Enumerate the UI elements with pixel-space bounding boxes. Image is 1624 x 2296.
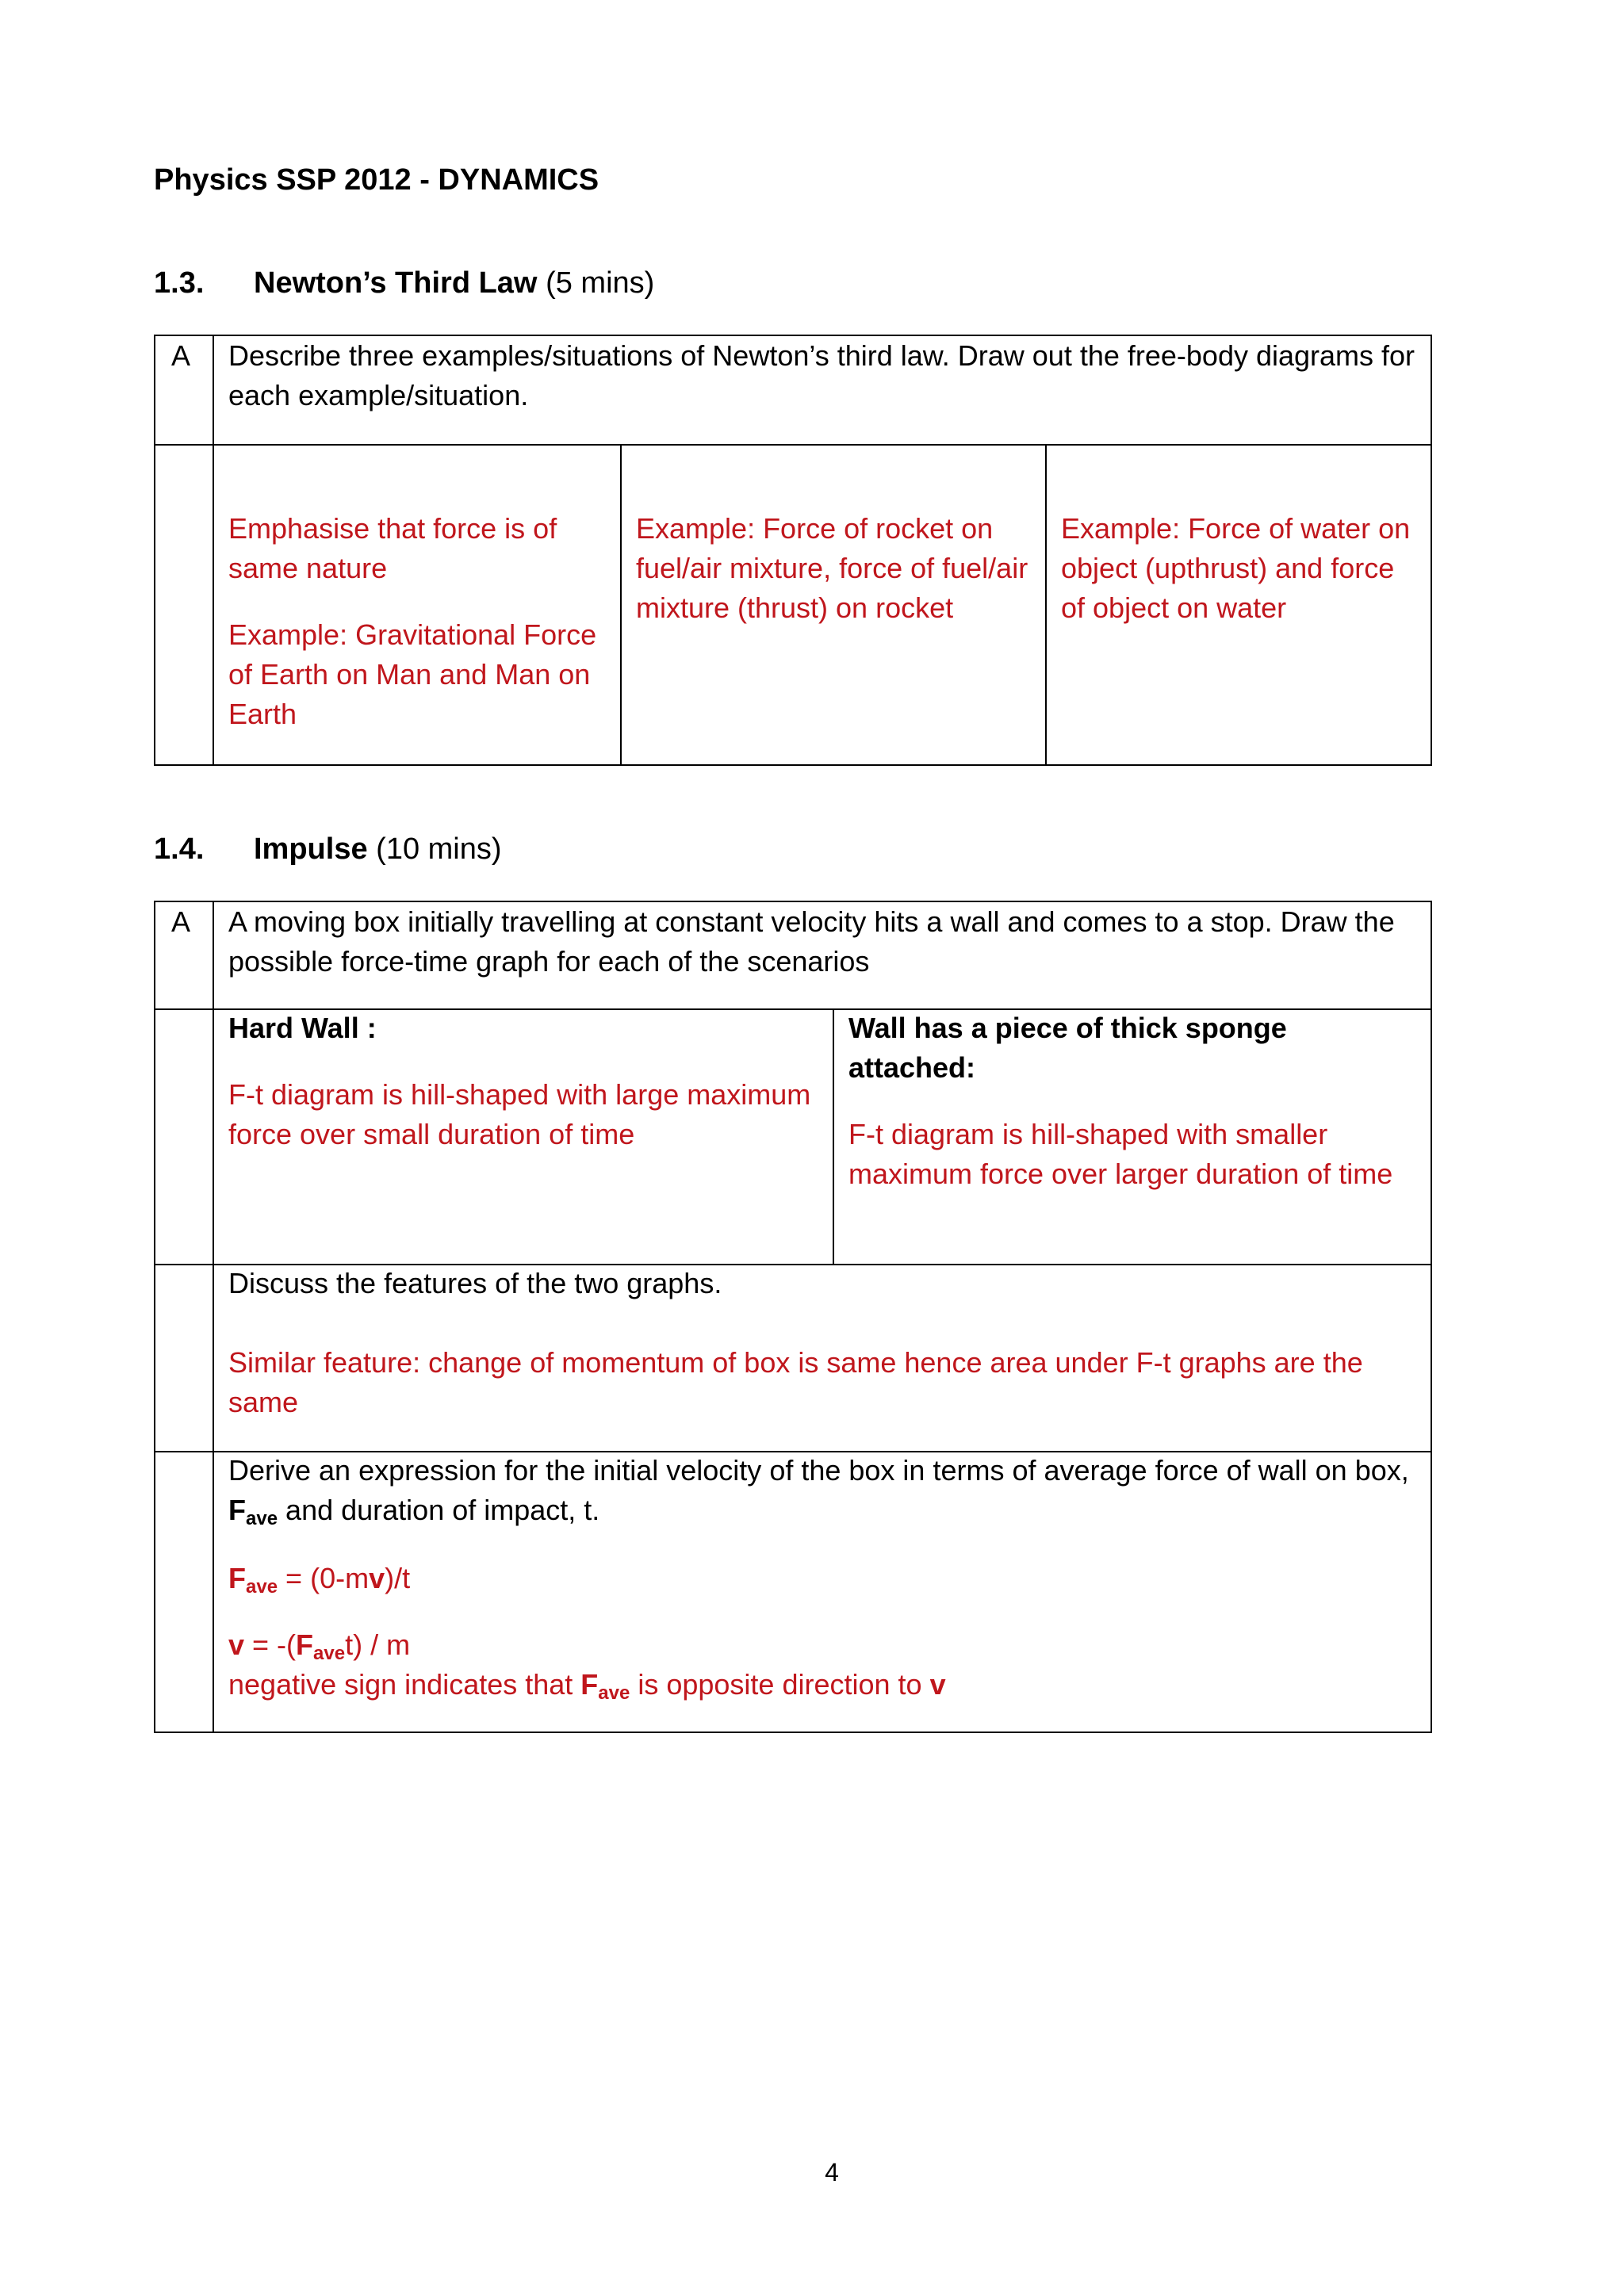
discuss-answer: Similar feature: change of momentum of box is same hence area under F-t graphs are the same	[228, 1346, 1363, 1418]
answer-emphasis: Emphasise that force is of same nature	[228, 512, 557, 584]
row-label: A	[171, 339, 191, 372]
discuss-prompt: Discuss the features of the two graphs.	[228, 1267, 722, 1299]
section-duration: (10 mins)	[376, 832, 502, 866]
section-name: Newton’s Third Law	[254, 266, 538, 300]
sponge-wall-answer: F-t diagram is hill-shaped with smaller maximum force over larger duration of time	[848, 1118, 1393, 1190]
derive-cell	[228, 1451, 1426, 1705]
page-number: 4	[825, 2158, 839, 2187]
derive-equation-2: $v = -(F_{ave}t) / m$	[228, 1628, 411, 1664]
question-text: Describe three examples/situations of Newton’s third law. Draw out the free-body diagrams for each example/situation.	[228, 339, 1415, 411]
sponge-wall-cell	[848, 1008, 1419, 1194]
section-duration: (5 mins)	[546, 266, 655, 300]
hard-wall-answer: F-t diagram is hill-shaped with large maximum force over small duration of time	[228, 1078, 811, 1150]
section-number: 1.4.	[154, 832, 205, 866]
sponge-wall-heading: Wall has a piece of thick sponge attached:	[848, 1012, 1287, 1084]
discuss-cell	[228, 1264, 1426, 1422]
answer-col-3: Example: Force of water on object (upthrust) and force of object on water	[1061, 512, 1411, 624]
section-heading-1-3	[154, 266, 654, 300]
answer-col-2: Example: Force of rocket on fuel/air mixture, force of fuel/air mixture (thrust) on rocket	[636, 512, 1028, 624]
section-heading-1-4	[154, 832, 502, 867]
answer-gravitational: Example: Gravitational Force of Earth on Man and Man on Earth	[228, 618, 597, 730]
hard-wall-heading: Hard Wall :	[228, 1012, 377, 1044]
row-label: A	[171, 905, 191, 938]
derive-note: negative sign indicates that $F_{ave}$ is opposite direction to v	[228, 1668, 946, 1704]
section-name: Impulse	[254, 832, 368, 866]
answer-col-1	[228, 509, 609, 734]
hard-wall-cell	[228, 1008, 823, 1154]
newtons-third-law-table	[154, 335, 1432, 766]
derive-prompt: Derive an expression for the initial velocity of the box in terms of average force of wall on box, $F_{ave}$ and duration of impact, t.	[228, 1454, 1409, 1529]
question-text: A moving box initially travelling at constant velocity hits a wall and comes to a stop. Draw the possible force-time graph for each of the scenarios	[228, 905, 1395, 978]
impulse-table	[154, 901, 1432, 1733]
section-number: 1.3.	[154, 266, 205, 300]
document-title: Physics SSP 2012 - DYNAMICS	[154, 163, 599, 197]
derive-equation-1: $F_{ave} = (0-mv)/t$	[228, 1562, 411, 1598]
